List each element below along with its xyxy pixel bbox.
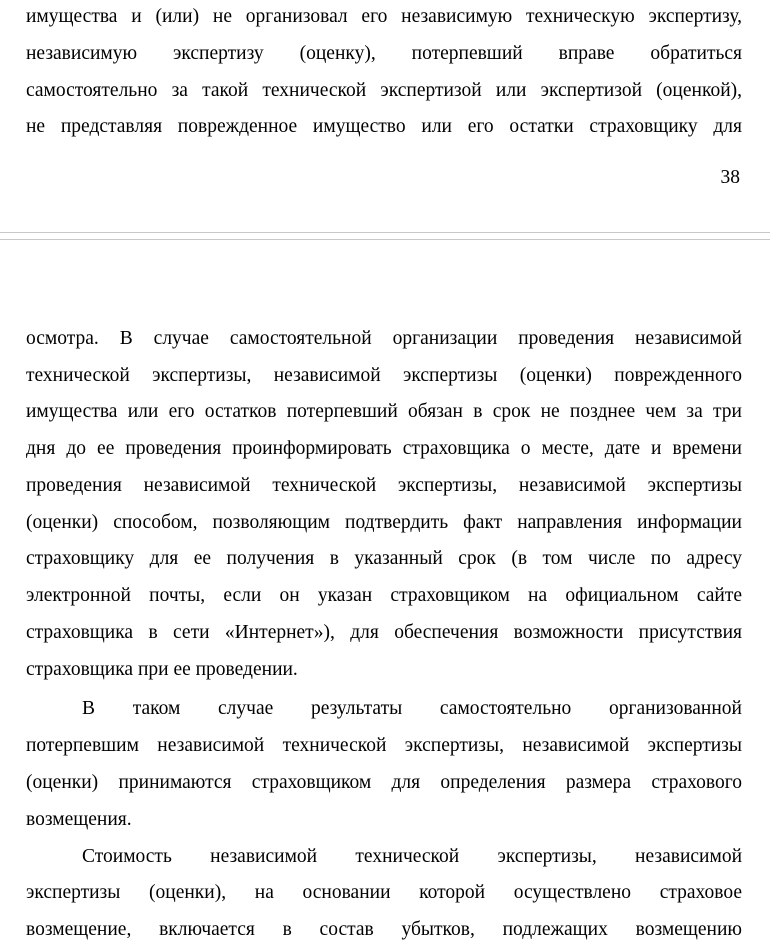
text-line: потерпевшим независимой технической экспертизы, независимой экспертизы bbox=[26, 735, 742, 756]
text-line: (оценки) способом, позволяющим подтвердить факт направления информации bbox=[26, 512, 742, 533]
text-line: самостоятельно за такой технической экспертизой или экспертизой (оценкой), bbox=[26, 80, 742, 101]
text-line: возмещения. bbox=[26, 809, 132, 830]
text-line: электронной почты, если он указан страховщиком на официальном сайте bbox=[26, 585, 742, 606]
text-line: (оценки) принимаются страховщиком для определения размера страхового bbox=[26, 772, 742, 793]
page-top bbox=[0, 0, 770, 232]
text-line: не представляя поврежденное имущество или его остатки страховщику для bbox=[26, 116, 742, 137]
text-line: страховщика в сети «Интернет»), для обеспечения возможности присутствия bbox=[26, 622, 742, 643]
text-line: имущества или его остатков потерпевший обязан в срок не позднее чем за три bbox=[26, 401, 742, 422]
text-line: независимую экспертизу (оценку), потерпевший вправе обратиться bbox=[26, 43, 742, 64]
text-line: возмещение, включается в состав убытков, подлежащих возмещению bbox=[26, 919, 742, 940]
text-line: страховщику для ее получения в указанный срок (в том числе по адресу bbox=[26, 548, 742, 569]
page-divider bbox=[0, 232, 770, 233]
text-line: экспертизы (оценки), на основании которой осуществлено страховое bbox=[26, 882, 742, 903]
text-line: дня до ее проведения проинформировать страховщика о месте, дате и времени bbox=[26, 438, 742, 459]
text-line: осмотра. В случае самостоятельной организации проведения независимой bbox=[26, 328, 742, 349]
text-line: страховщика при ее проведении. bbox=[26, 659, 298, 680]
text-line: В таком случае результаты самостоятельно организованной bbox=[82, 698, 742, 719]
page-bottom bbox=[0, 240, 770, 947]
text-line: проведения независимой технической экспертизы, независимой экспертизы bbox=[26, 475, 742, 496]
text-line: Стоимость независимой технической экспертизы, независимой bbox=[82, 846, 742, 867]
text-line: имущества и (или) не организовал его независимую техническую экспертизу, bbox=[26, 6, 742, 27]
page-number: 38 bbox=[720, 167, 740, 188]
text-line: технической экспертизы, независимой экспертизы (оценки) поврежденного bbox=[26, 365, 742, 386]
